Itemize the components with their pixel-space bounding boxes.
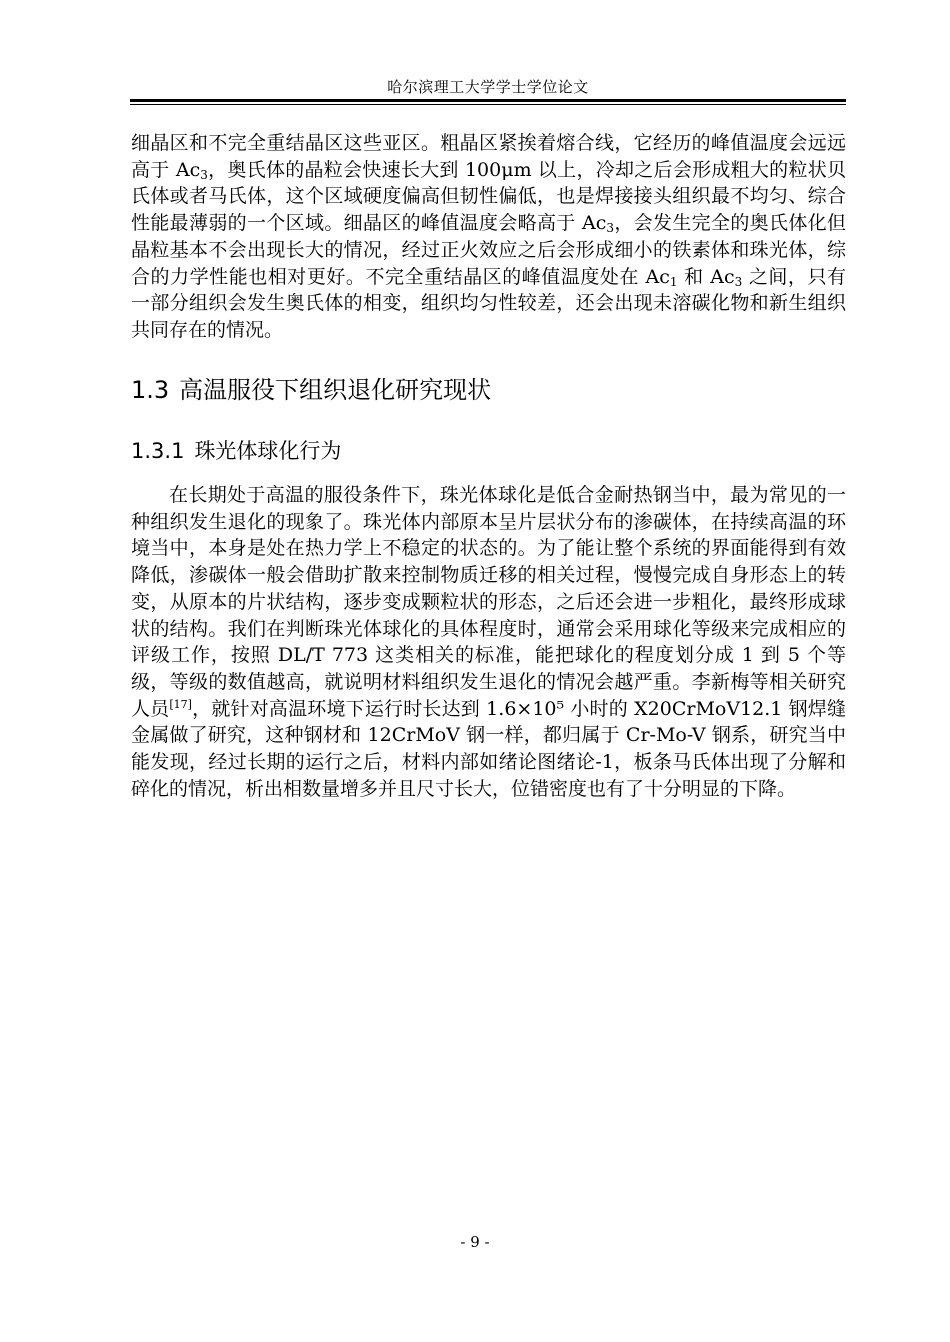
body-paragraph-2 xyxy=(131,482,846,802)
subsection-number: 1.3.1 xyxy=(131,439,185,463)
section-title: 高温服役下组织退化研究现状 xyxy=(179,376,492,404)
p1-text-1: 细晶区和不完全重结晶区这些亚区。粗晶区紧挨着熔合线，它经历的峰值温度会远远高于 Ac xyxy=(131,132,846,181)
citation-ref: [17] xyxy=(169,697,192,711)
header-rule-thick xyxy=(130,99,846,102)
p1-subscript-1: 3 xyxy=(200,167,208,182)
body-paragraph-1 xyxy=(131,130,846,344)
header-rule-thin xyxy=(130,104,846,105)
p1-text-3: ，会发生完全的奥氏体化但晶粒基本不会出现长大的情况，经过正火效应之后会形成细小的铁素体和珠光体，综合的力学性能也相对更好。不完全重结晶区的峰值温度处在 Ac xyxy=(131,212,846,288)
p1-subscript-3: 1 xyxy=(669,274,678,289)
p1-subscript-2: 3 xyxy=(606,221,615,236)
p1-text-4: 和 Ac xyxy=(677,265,735,288)
p1-text-5: 之间，只有一部分组织会发生奥氏体的相变，组织均匀性较差，还会出现未溶碳化物和新生组织共同存在的情况。 xyxy=(131,265,846,341)
section-number: 1.3 xyxy=(131,376,170,404)
p1-text-2: ，奥氏体的晶粒会快速长大到 100μm 以上，冷却之后会形成粗大的粒状贝氏体或者马氏体，这个区域硬度偏高但韧性偏低，也是焊接接头组织最不均匀、综合性能最薄弱的一个区域。细晶区的峰值温度会略高于 Ac xyxy=(131,158,846,235)
running-header: 哈尔滨理工大学学士学位论文 xyxy=(387,78,589,96)
page-number: - 9 - xyxy=(460,1233,490,1251)
section-heading xyxy=(131,374,491,406)
p1-subscript-4: 3 xyxy=(734,274,743,289)
p2-text-1: 在长期处于高温的服役条件下，珠光体球化是低合金耐热钢当中，最为常见的一种组织发生退化的现象了。珠光体内部原本呈片层状分布的渗碳体，在持续高温的环境当中，本身是处在热力学上不稳定的状态的。为了能让整个系统的界面能得到有效降低，渗碳体一般会借助扩散来控制物质迁移的相关过程，慢慢完成自身形态上的转变，从原本的片状结构，逐步变成颗粒状的形态，之后还会进一步粗化，最终形成球状的结构。我们在判断珠光体球化的具体程度时，通常会采用球化等级来完成相应的评级工作，按照 DL/T 773 这类相关的标准，能把球化的程度划分成 1 到 5 个等级，等级的数值越高，就说明材料组织发生退化的情况会越严重。李新梅等相关研究人员 xyxy=(131,484,846,720)
subsection-heading xyxy=(131,437,341,465)
p2-text-2: ，就针对高温环境下运行时长达到 1.6×10⁵ 小时的 X20CrMoV12.1 钢焊缝金属做了研究，这种钢材和 12CrMoV 钢一样，都归属于 Cr-Mo-V 钢系，研究当中能发现，经过长期的运行之后，材料内部如绪论图绪论-1，板条马氏体出现了分解和碎化的情况，析出相数量增多并且尺寸长大，位错密度也有了十分明显的下降。 xyxy=(131,697,846,800)
subsection-title: 珠光体球化行为 xyxy=(194,439,342,463)
